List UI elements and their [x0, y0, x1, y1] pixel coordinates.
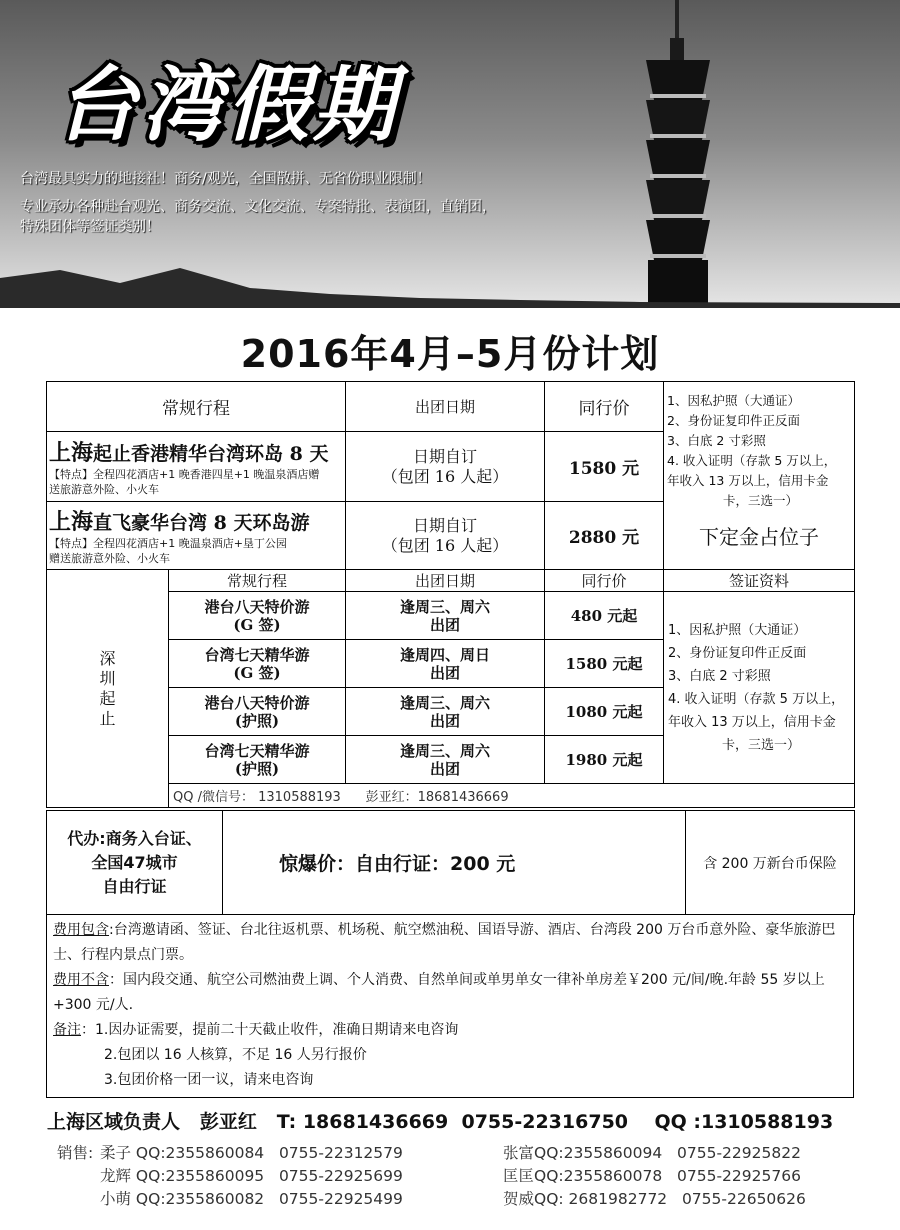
header-route: 常规行程: [47, 382, 346, 432]
regional-contact: 上海区域负责人 彭亚红 T: 18681436669 0755-22316750 QQ :1310588193: [47, 1111, 834, 1133]
date-line: 日期自订: [412, 446, 477, 466]
name-line: 台湾七天精华游: [204, 741, 310, 760]
fees-section: [46, 914, 854, 1098]
date-line: 日期自订: [412, 515, 477, 535]
date-line: （包团 16 人起）: [381, 535, 509, 555]
name-line: 台湾七天精华游: [204, 645, 310, 664]
sales-contact: 小萌 QQ:2355860082 0755-22925499: [100, 1190, 403, 1208]
visa-note: 4. 收入证明（存款 5 万以上，: [667, 453, 837, 468]
route-price: 480 元起: [545, 592, 664, 640]
date-line: （包团 16 人起）: [381, 466, 509, 486]
name-line: 港台八天特价游: [204, 597, 310, 616]
route-features: 赠送旅游意外险、小火车: [49, 552, 170, 565]
visa-note: 1、因私护照（大通证）: [668, 622, 807, 638]
date-line: 出团: [429, 615, 460, 634]
banner-title: 台湾假期: [55, 58, 399, 153]
route-price: 1980 元起: [545, 736, 664, 784]
route-name: [169, 640, 346, 688]
banner-subtitle-1: 台湾最具实力的地接社！商务/观光，全国散拼、无省份职业限制！: [20, 171, 431, 187]
visa-note: 3、白底 2 寸彩照: [667, 433, 766, 448]
side-label-text: 深圳起止: [99, 648, 116, 728]
agent-line: 自由行证: [102, 876, 167, 896]
visa-note: 卡，三选一）: [722, 493, 798, 508]
visa-note: 2、身份证复印件正反面: [667, 413, 800, 428]
mountain-silhouette: [0, 248, 900, 308]
agent-service-row: [46, 810, 855, 915]
qq-wechat-line: QQ /微信号： 1310588193 彭亚红：18681436669: [169, 784, 855, 808]
route-features: 送旅游意外险、小火车: [49, 483, 159, 496]
insurance-note: 含 200 万新台币保险: [686, 811, 855, 915]
fees-excluded-text: ：国内段交通、航空公司燃油费上调、个人消费、自然单间或单男单女一律补单房差￥200 元/间/晚.年龄 55 岁以上+300 元/人.: [53, 972, 825, 1013]
route-price: 2880 元: [545, 502, 664, 570]
route-date: [346, 736, 545, 784]
sales-contact: 柔子 QQ:2355860084 0755-22312579: [100, 1144, 403, 1162]
name-line: 港台八天特价游: [204, 693, 310, 712]
banner: [0, 0, 900, 308]
route-price: 1580 元起: [545, 640, 664, 688]
route-features: 【特点】全程四花酒店+1 晚香港四星+1 晚温泉酒店赠: [49, 468, 320, 481]
route-city: 上海: [49, 440, 94, 466]
fees-excluded-label: 费用不含: [53, 972, 109, 988]
route-price: 1580 元: [545, 432, 664, 502]
fees-included: [53, 918, 847, 968]
sz-header-date: 出团日期: [346, 570, 545, 592]
sales-label: 销售:: [57, 1144, 94, 1162]
sales-contact: 匡匡QQ:2355860078 0755-22925766: [503, 1167, 801, 1185]
banner-subtitle-2: 专业承办各种赴台观光、商务交流、文化交流、专案特批、表演团，直销团，: [20, 199, 496, 215]
route-city: 上海: [49, 509, 94, 535]
route-name: 起止香港精华台湾环岛 8 天: [93, 443, 329, 465]
visa-note: 4. 收入证明（存款 5 万以上，: [668, 691, 845, 707]
route-date: [346, 432, 545, 502]
fees-included-label: 费用包含: [53, 922, 109, 938]
table-row: [47, 592, 855, 640]
sz-header-visa: 签证资料: [664, 570, 855, 592]
fees-excluded: [53, 968, 847, 1018]
route-name: [169, 736, 346, 784]
name-line: (G 签): [233, 663, 281, 682]
date-line: 逢周三、周六: [399, 741, 490, 760]
header-date: 出团日期: [346, 382, 545, 432]
name-line: (护照): [234, 711, 280, 730]
note-line: 3.包团价格一团一议，请来电咨询: [104, 1072, 314, 1088]
sales-contact: 龙辉 QQ:2355860095 0755-22925699: [100, 1167, 403, 1185]
special-price: 惊爆价：自由行证：200 元: [223, 811, 686, 915]
shanghai-route-2: [47, 502, 346, 570]
date-line: 出团: [429, 663, 460, 682]
sales-contact: 贺威QQ: 2681982772 0755-22650626: [503, 1190, 806, 1208]
date-line: 出团: [429, 759, 460, 778]
agent-services: [47, 811, 223, 915]
route-name: 直飞豪华台湾 8 天环岛游: [93, 512, 310, 534]
deposit-note: 下定金占位子: [699, 525, 819, 549]
date-line: 出团: [429, 711, 460, 730]
shenzhen-side-label: [47, 570, 169, 808]
route-date: [346, 640, 545, 688]
route-date: [346, 502, 545, 570]
sz-header-price: 同行价: [545, 570, 664, 592]
agent-line: 全国47城市: [91, 852, 178, 872]
itinerary-table: [46, 381, 855, 808]
visa-note: 1、因私护照（大通证）: [667, 393, 800, 408]
note-line: 2.包团以 16 人核算，不足 16 人另行报价: [104, 1047, 367, 1063]
route-name: [169, 688, 346, 736]
sz-header-route: 常规行程: [169, 570, 346, 592]
sales-contact: 张富QQ:2355860094 0755-22925822: [503, 1144, 801, 1162]
name-line: (护照): [234, 759, 280, 778]
notes: [53, 1018, 847, 1043]
note-line: ：1.因办证需要，提前二十天截止收件，准确日期请来电咨询: [81, 1022, 459, 1038]
visa-note: 年收入 13 万以上，信用卡金: [667, 473, 829, 488]
route-features: 【特点】全程四花酒店+1 晚温泉酒店+垦丁公园: [49, 537, 287, 550]
notes-label: 备注: [53, 1022, 81, 1038]
shanghai-route-1: [47, 432, 346, 502]
visa-requirements-top: [664, 382, 855, 570]
visa-note: 卡，三选一）: [721, 737, 800, 753]
route-date: [346, 688, 545, 736]
banner-subtitle-3: 特殊团体等签证类别！: [20, 219, 160, 235]
visa-requirements-shenzhen: [664, 592, 855, 784]
date-line: 逢周三、周六: [399, 597, 490, 616]
date-line: 逢周三、周六: [399, 693, 490, 712]
route-price: 1080 元起: [545, 688, 664, 736]
fees-included-text: :台湾邀请函、签证、台北往返机票、机场税、航空燃油税、国语导游、酒店、台湾段 200 万台币意外险、豪华旅游巴士、行程内景点门票。: [53, 922, 836, 963]
visa-note: 年收入 13 万以上，信用卡金: [668, 714, 836, 730]
route-name: [169, 592, 346, 640]
date-line: 逢周四、周日: [399, 645, 490, 664]
fees-content: [47, 915, 854, 1098]
agent-line: 代办:商务入台证、: [67, 828, 202, 848]
visa-note: 2、身份证复印件正反面: [668, 645, 807, 661]
visa-note: 3、白底 2 寸彩照: [668, 668, 771, 684]
plan-heading: 2016年4月–5月份计划: [240, 332, 660, 376]
name-line: (G 签): [233, 615, 281, 634]
route-date: [346, 592, 545, 640]
header-price: 同行价: [545, 382, 664, 432]
